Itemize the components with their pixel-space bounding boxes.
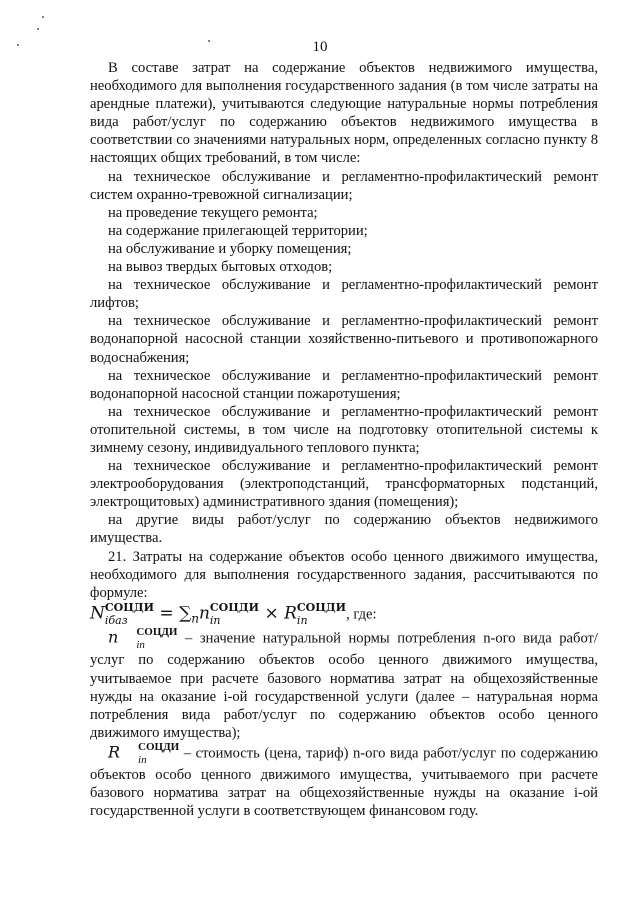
definition-r xyxy=(90,742,598,820)
definition-r-indices xyxy=(120,742,179,766)
formula-term1-symbol: n xyxy=(198,603,210,624)
formula-term2-sub: in xyxy=(296,613,308,627)
list-item: на другие виды работ/услуг по содержанию объектов недвижимого имущества. xyxy=(90,512,598,547)
list-item: на обслуживание и уборку помещения; xyxy=(108,240,352,257)
definition-n xyxy=(90,627,598,741)
formula-lhs-symbol: N xyxy=(90,603,105,624)
formula-term1-sup: СОЦДИ xyxy=(209,600,260,614)
list-item: на техническое обслуживание и регламентно-профилактический ремонт электрооборудования (электроподстанций, трансформаторных подстанций, электрощитовых) административного здания (помещения); xyxy=(90,458,598,511)
definition-r-sub: in xyxy=(138,753,147,766)
document-body xyxy=(90,59,598,820)
page-number: 10 xyxy=(312,39,328,55)
formula-lhs-indices xyxy=(105,602,154,626)
formula-term2-symbol: R xyxy=(284,603,297,624)
formula-lhs-sub: iбаз xyxy=(104,613,128,627)
list-item: на вывоз твердых бытовых отходов; xyxy=(108,259,333,276)
formula-term2-sup: СОЦДИ xyxy=(296,600,347,614)
formula-sum-symbol: ∑ xyxy=(179,603,192,624)
list-item: на техническое обслуживание и регламентно-профилактический ремонт водонапорной насосной станции хозяйственно-питьевого и противопожарного водоснабжения; xyxy=(90,313,598,366)
formula-term1-indices xyxy=(210,602,259,626)
definition-r-sup: СОЦДИ xyxy=(138,740,180,753)
list-item: на содержание прилегающей территории; xyxy=(108,222,368,239)
definition-r-symbol: R xyxy=(108,742,121,762)
definition-n-text: – значение натуральной нормы потребления n-ого вида работ/услуг по содержанию объектов особо ценного движимого имущества, учитываемое при расчете базового норматива затрат на общехозяйственные нужды на оказание i-ой государственной услуги (далее – натуральная норма потребления вида работ/услуг по содержанию объектов особо ценного движимого имущества); xyxy=(90,630,598,741)
list-item: на техническое обслуживание и регламентно-профилактический ремонт водонапорной насосной станции пожаротушения; xyxy=(90,367,598,402)
paragraph-intro: В составе затрат на содержание объектов недвижимого имущества, необходимого для выполнения государственного задания (в том числе затраты на арендные платежи), учитываются следующие натуральные нормы потребления вида работ/услуг по содержанию объектов недвижимого имущества в соответствии со значениями натуральных норм, определенных согласно пункту 8 настоящих общих требований, в том числе: xyxy=(90,60,598,167)
formula-equals: = xyxy=(159,603,174,624)
definition-n-symbol: n xyxy=(108,627,119,647)
formula xyxy=(90,602,598,628)
paragraph-21: 21. Затраты на содержание объектов особо ценного движимого имущества, необходимого для выполнения государственного задания, рассчитываются по формуле: xyxy=(90,548,598,601)
definition-n-indices xyxy=(118,627,177,651)
definition-n-sub: in xyxy=(136,639,145,652)
formula-term1-sub: in xyxy=(209,613,221,627)
list-item: на техническое обслуживание и регламентно-профилактический ремонт отопительной системы, в том числе на подготовку отопительной системы к зимнему сезону, индивидуального теплового пункта; xyxy=(90,403,598,456)
formula-tail: , где: xyxy=(346,606,377,623)
scan-speck xyxy=(37,28,39,30)
list-item: на техническое обслуживание и регламентно-профилактический ремонт лифтов; xyxy=(90,277,598,312)
formula-sum-sub: n xyxy=(191,611,199,626)
definition-r-text: – стоимость (цена, тариф) n-ого вида работ/услуг по содержанию объектов особо ценного движимого имущества, учитываемого при расчете базового норматива затрат на общехозяйственные нужды на оказание i-ой государственной услуги в соответствующем финансовом году. xyxy=(90,745,598,820)
formula-lhs-sup: СОЦДИ xyxy=(104,600,155,614)
definition-n-sup: СОЦДИ xyxy=(136,626,178,639)
scan-speck xyxy=(42,16,44,18)
list-item: на проведение текущего ремонта; xyxy=(108,204,318,221)
list-item: на техническое обслуживание и регламентно-профилактический ремонт систем охранно-тревожной сигнализации; xyxy=(90,168,598,203)
formula-times: × xyxy=(264,603,279,624)
formula-term2-indices xyxy=(297,602,346,626)
